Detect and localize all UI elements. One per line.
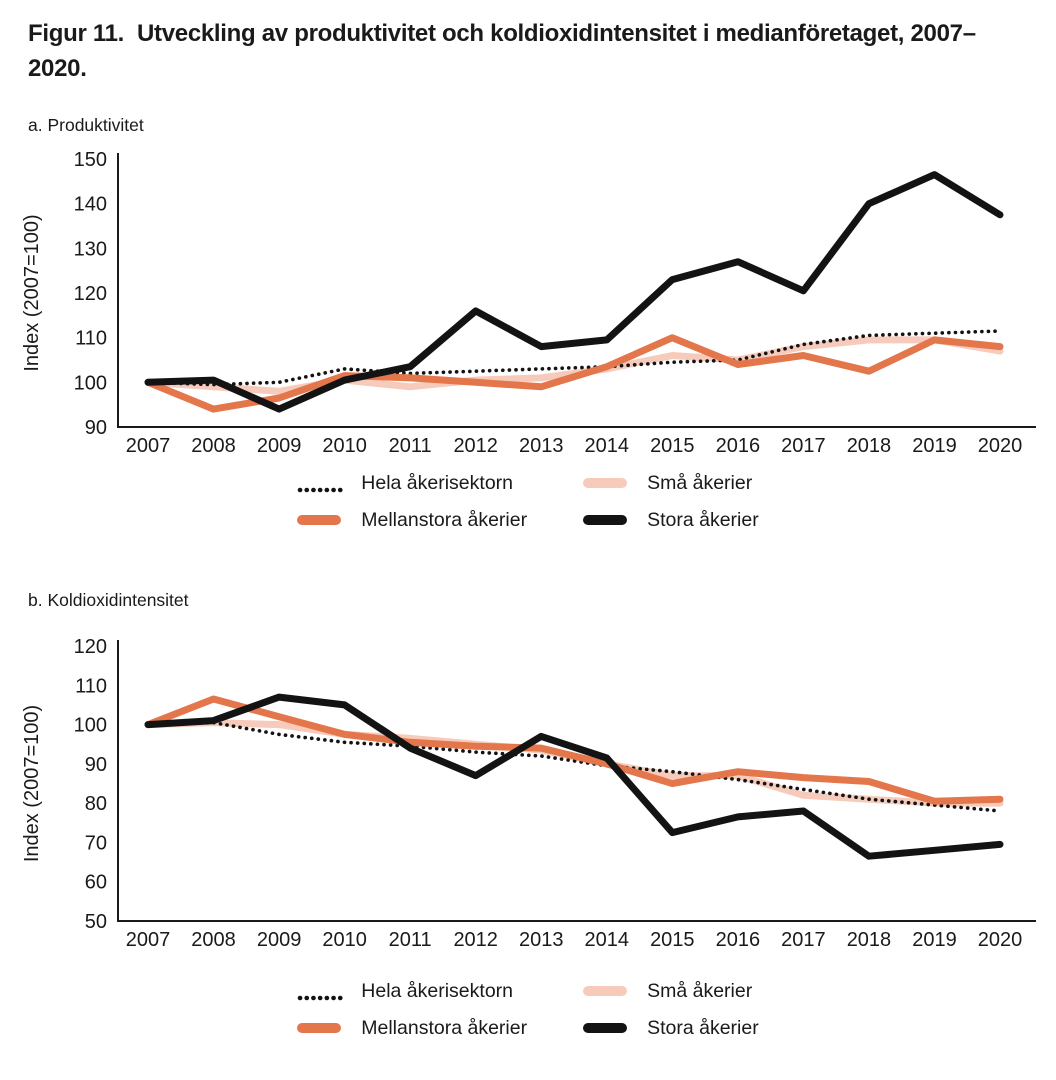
dotted-line-swatch-icon <box>297 988 341 994</box>
legend-label: Mellanstora åkerier <box>361 509 528 531</box>
x-tick-label: 2019 <box>912 929 957 951</box>
y-axis-title: Index (2007=100) <box>21 214 43 372</box>
legend-item-mellanstora-akerier <box>297 1015 527 1041</box>
legend-label: Hela åkerisektorn <box>361 980 513 1002</box>
x-tick-label: 2009 <box>256 929 302 951</box>
x-tick-label: 2012 <box>453 929 498 951</box>
legend-item-hela-akerisektorn <box>297 470 527 496</box>
x-tick-label: 2019 <box>912 435 957 457</box>
x-tick-label: 2020 <box>977 929 1023 951</box>
x-tick-label: 2008 <box>191 435 236 457</box>
chart-b-koldioxidintensitet <box>0 624 1056 954</box>
dotted-line-swatch-icon <box>297 480 341 486</box>
pink-line-swatch-icon <box>583 478 627 488</box>
x-tick-label: 2016 <box>715 435 761 457</box>
legend-item-hela-akerisektorn <box>297 978 527 1004</box>
y-tick-label: 120 <box>73 636 107 658</box>
y-tick-label: 60 <box>84 871 107 894</box>
legend-item-mellanstora-akerier <box>297 507 527 533</box>
legend-b <box>297 978 758 1041</box>
section-a-label: a. Produktivitet <box>28 115 144 135</box>
legend-label: Små åkerier <box>647 472 753 494</box>
x-tick-label: 2017 <box>781 929 826 951</box>
figure-title <box>28 16 1033 86</box>
x-tick-label: 2011 <box>388 435 432 457</box>
legend-label: Stora åkerier <box>647 1017 759 1039</box>
x-tick-label: 2017 <box>781 435 826 457</box>
x-tick-label: 2007 <box>125 929 171 951</box>
y-tick-label: 120 <box>73 283 107 305</box>
x-tick-label: 2013 <box>518 929 564 951</box>
y-tick-label: 100 <box>73 372 107 395</box>
section-b-label: b. Koldioxidintensitet <box>28 590 189 610</box>
x-tick-label: 2010 <box>322 929 367 951</box>
x-tick-label: 2010 <box>322 435 367 457</box>
series-line-sm-kerier <box>148 340 1000 391</box>
figure-title-text: Utveckling av produktivitet och koldioxidintensitet i medianföretaget, 2007–2020. <box>28 20 976 82</box>
x-tick-label: 2011 <box>388 929 432 951</box>
x-tick-label: 2018 <box>846 435 892 457</box>
x-tick-label: 2013 <box>518 435 564 457</box>
x-tick-label: 2012 <box>453 435 498 457</box>
figure-container <box>0 16 1056 1041</box>
legend-a <box>297 470 758 533</box>
black-line-swatch-icon <box>583 515 627 525</box>
y-tick-label: 90 <box>84 753 107 776</box>
y-tick-label: 100 <box>73 714 107 737</box>
y-tick-label: 110 <box>75 675 107 698</box>
y-tick-label: 140 <box>73 193 107 216</box>
x-tick-label: 2016 <box>715 929 761 951</box>
y-tick-label: 80 <box>84 793 107 816</box>
legend-item-stora-akerier <box>583 507 759 533</box>
y-tick-label: 130 <box>73 238 107 261</box>
legend-label: Små åkerier <box>647 980 753 1002</box>
y-tick-label: 150 <box>73 149 107 171</box>
x-tick-label: 2009 <box>256 435 302 457</box>
legend-label: Hela åkerisektorn <box>361 472 513 494</box>
y-tick-label: 110 <box>75 327 107 350</box>
series-line-sm-kerier <box>148 723 1000 804</box>
y-tick-label: 50 <box>84 911 107 933</box>
x-tick-label: 2015 <box>650 929 695 951</box>
legend-label: Mellanstora åkerier <box>361 1017 528 1039</box>
legend-label: Stora åkerier <box>647 509 759 531</box>
orange-line-swatch-icon <box>297 1023 341 1033</box>
x-tick-label: 2007 <box>125 435 171 457</box>
x-tick-label: 2015 <box>650 435 695 457</box>
legend-item-sma-akerier <box>583 470 759 496</box>
x-tick-label: 2008 <box>191 929 236 951</box>
legend-item-stora-akerier <box>583 1015 759 1041</box>
x-tick-label: 2014 <box>584 435 630 457</box>
y-axis-title: Index (2007=100) <box>21 704 43 863</box>
legend-item-sma-akerier <box>583 978 759 1004</box>
y-tick-label: 70 <box>84 832 107 855</box>
orange-line-swatch-icon <box>297 515 341 525</box>
black-line-swatch-icon <box>583 1023 627 1033</box>
series-line-stora-kerier <box>148 697 1000 856</box>
chart-a-produktivitet <box>0 139 1056 458</box>
x-tick-label: 2020 <box>977 435 1023 457</box>
x-tick-label: 2014 <box>584 929 630 951</box>
y-tick-label: 90 <box>84 417 107 439</box>
figure-number: Figur 11. <box>28 20 124 47</box>
series-line-mellanstora-kerier <box>148 338 1000 409</box>
x-tick-label: 2018 <box>846 929 892 951</box>
pink-line-swatch-icon <box>583 986 627 996</box>
